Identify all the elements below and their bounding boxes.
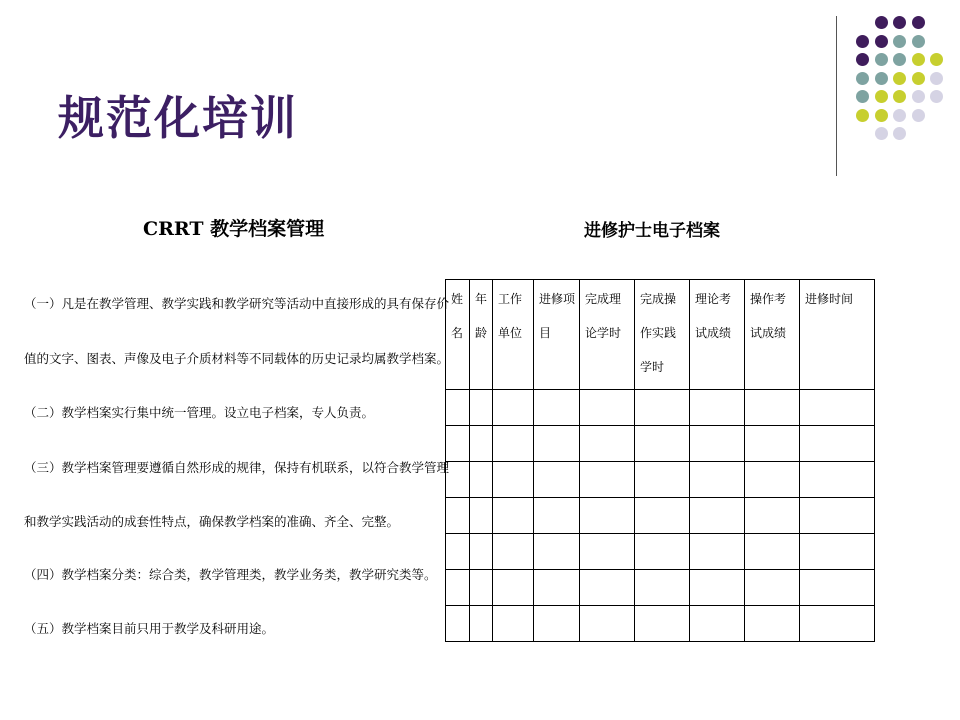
table-cell	[800, 570, 875, 606]
table-cell	[534, 390, 580, 426]
lavender-dot	[893, 109, 906, 122]
table-cell	[580, 606, 635, 642]
table-cell	[690, 570, 745, 606]
nurse-archive-table	[445, 279, 875, 642]
table-cell	[690, 534, 745, 570]
table-cell	[493, 426, 534, 462]
table-cell	[493, 390, 534, 426]
teal-dot	[875, 53, 888, 66]
table-cell	[635, 498, 690, 534]
purple-dot	[856, 35, 869, 48]
table-cell	[493, 570, 534, 606]
table-cell	[534, 426, 580, 462]
table-cell	[446, 462, 470, 498]
table-cell	[745, 390, 800, 426]
purple-dot	[875, 35, 888, 48]
table-cell	[493, 498, 534, 534]
table-cell	[493, 606, 534, 642]
table-cell	[800, 606, 875, 642]
header-age: 年龄	[470, 280, 493, 390]
table-cell	[745, 498, 800, 534]
table-cell	[470, 390, 493, 426]
table-cell	[446, 606, 470, 642]
lime-dot	[912, 53, 925, 66]
archive-rule-line-4: （三）教学档案管理要遵循自然形成的规律，保持有机联系，以符合教学管理	[24, 460, 450, 475]
header-training-period: 进修时间	[800, 280, 875, 390]
archive-rule-line-7: （五）教学档案目前只用于教学及科研用途。	[24, 621, 275, 636]
table-cell	[470, 570, 493, 606]
table-cell	[745, 570, 800, 606]
title-divider-line	[836, 16, 837, 176]
table-cell	[745, 534, 800, 570]
nurse-archive-heading: 进修护士电子档案	[584, 221, 720, 241]
table-cell	[580, 426, 635, 462]
table-cell	[534, 570, 580, 606]
lavender-dot	[875, 127, 888, 140]
header-training-program: 进修项目	[534, 280, 580, 390]
teal-dot	[912, 35, 925, 48]
table-cell	[690, 606, 745, 642]
header-work-unit: 工作单位	[493, 280, 534, 390]
teal-dot	[856, 72, 869, 85]
table-cell	[800, 534, 875, 570]
table-cell	[580, 462, 635, 498]
table-row	[446, 534, 875, 570]
lime-dot	[856, 109, 869, 122]
table-cell	[635, 426, 690, 462]
header-theory-hours: 完成理论学时	[580, 280, 635, 390]
table-cell	[745, 606, 800, 642]
table-cell	[446, 390, 470, 426]
table-cell	[470, 606, 493, 642]
header-practice-hours: 完成操作实践学时	[635, 280, 690, 390]
lime-dot	[893, 72, 906, 85]
table-cell	[470, 498, 493, 534]
teal-dot	[893, 53, 906, 66]
table-row	[446, 462, 875, 498]
lavender-dot	[930, 90, 943, 103]
lime-dot	[930, 53, 943, 66]
purple-dot	[912, 16, 925, 29]
archive-rule-line-1: （一）凡是在教学管理、教学实践和教学研究等活动中直接形成的具有保存价	[24, 296, 450, 311]
lime-dot	[875, 90, 888, 103]
header-practical-score: 操作考试成绩	[745, 280, 800, 390]
table-cell	[635, 570, 690, 606]
lavender-dot	[930, 72, 943, 85]
purple-dot	[893, 16, 906, 29]
lime-dot	[875, 109, 888, 122]
lime-dot	[912, 72, 925, 85]
table-cell	[690, 390, 745, 426]
table-cell	[690, 462, 745, 498]
table-cell	[800, 426, 875, 462]
table-row	[446, 426, 875, 462]
teal-dot	[875, 72, 888, 85]
table-cell	[800, 390, 875, 426]
archive-rule-line-3: （二）教学档案实行集中统一管理。设立电子档案，专人负责。	[24, 405, 375, 420]
table-cell	[470, 462, 493, 498]
table-cell	[534, 498, 580, 534]
archive-rule-line-5: 和教学实践活动的成套性特点，确保教学档案的准确、齐全、完整。	[24, 514, 400, 529]
archive-rule-line-6: （四）教学档案分类：综合类，教学管理类，教学业务类，教学研究类等。	[24, 567, 437, 582]
table-cell	[446, 534, 470, 570]
purple-dot	[856, 53, 869, 66]
slide-title: 规范化培训	[58, 91, 298, 145]
table-row	[446, 498, 875, 534]
header-name: 姓名	[446, 280, 470, 390]
teal-dot	[893, 35, 906, 48]
table-cell	[635, 390, 690, 426]
table-row	[446, 570, 875, 606]
archive-rule-line-2: 值的文字、图表、声像及电子介质材料等不同载体的历史记录均属教学档案。	[24, 351, 450, 366]
table-cell	[580, 570, 635, 606]
table-cell	[446, 498, 470, 534]
table-cell	[635, 606, 690, 642]
lavender-dot	[893, 127, 906, 140]
table-cell	[470, 426, 493, 462]
table-cell	[690, 498, 745, 534]
table-row	[446, 606, 875, 642]
lavender-dot	[912, 109, 925, 122]
table-cell	[446, 570, 470, 606]
table-cell	[580, 390, 635, 426]
table-cell	[580, 534, 635, 570]
table-cell	[534, 462, 580, 498]
purple-dot	[875, 16, 888, 29]
table-cell	[534, 606, 580, 642]
table-cell	[635, 462, 690, 498]
lavender-dot	[912, 90, 925, 103]
table-cell	[470, 534, 493, 570]
table-cell	[800, 498, 875, 534]
table-row	[446, 390, 875, 426]
table-cell	[800, 462, 875, 498]
header-theory-score: 理论考试成绩	[690, 280, 745, 390]
table-cell	[580, 498, 635, 534]
teal-dot	[856, 90, 869, 103]
lime-dot	[893, 90, 906, 103]
table-header-row	[446, 280, 875, 390]
teaching-archive-heading: CRRT 教学档案管理	[143, 218, 325, 240]
table-cell	[635, 534, 690, 570]
table-cell	[446, 426, 470, 462]
table-cell	[745, 426, 800, 462]
table-cell	[745, 462, 800, 498]
table-cell	[493, 462, 534, 498]
table-cell	[493, 534, 534, 570]
table-cell	[690, 426, 745, 462]
table-cell	[534, 534, 580, 570]
